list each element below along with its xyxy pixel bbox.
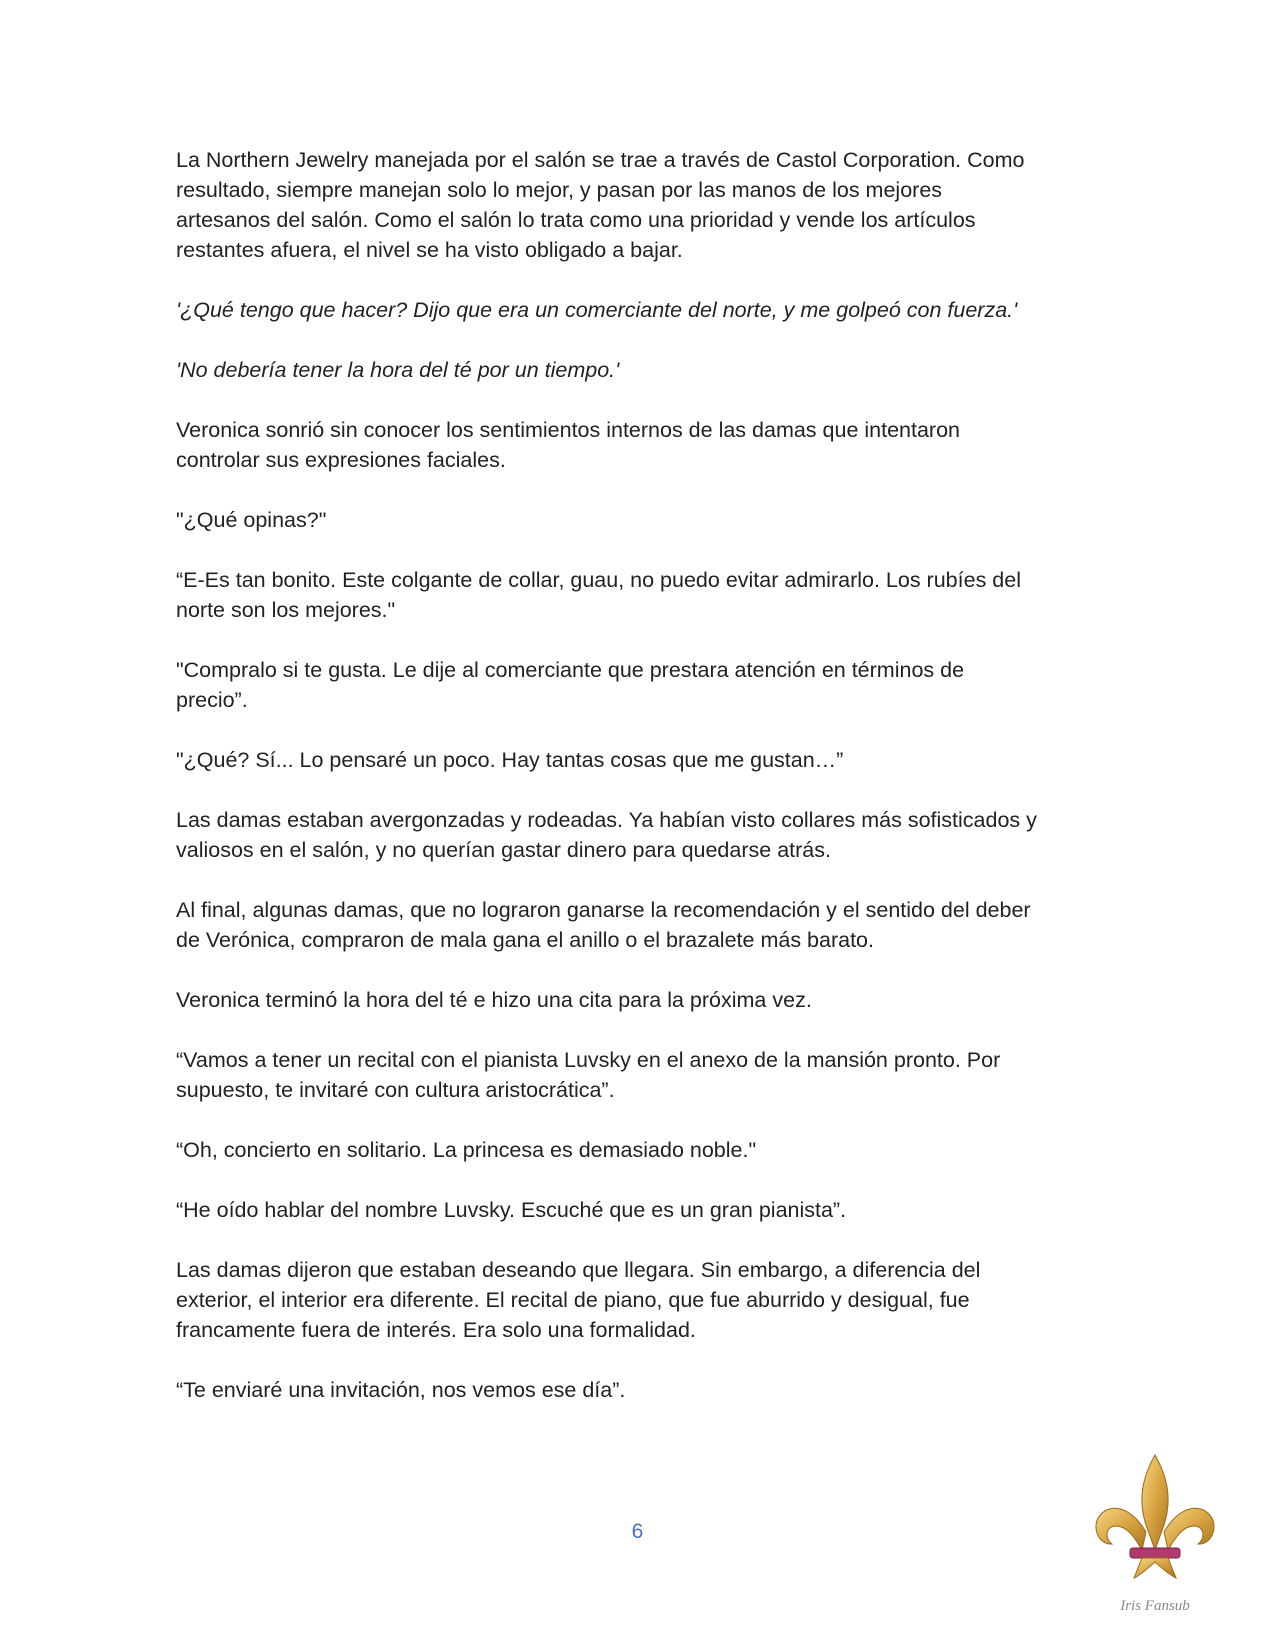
paragraph: “Vamos a tener un recital con el pianista Luvsky en el anexo de la mansión pronto. Por supuesto, te invitaré con cultura aristocrática”. — [176, 1048, 1001, 1102]
paragraph: '¿Qué tengo que hacer? Dijo que era un comerciante del norte, y me golpeó con fuerza.' — [176, 298, 1018, 322]
paragraph: “He oído hablar del nombre Luvsky. Escuché que es un gran pianista”. — [176, 1198, 847, 1222]
paragraph: “Oh, concierto en solitario. La princesa es demasiado noble." — [176, 1138, 757, 1162]
paragraph: "¿Qué opinas?" — [176, 508, 327, 532]
paragraph: "¿Qué? Sí... Lo pensaré un poco. Hay tantas cosas que me gustan…” — [176, 748, 844, 772]
paragraph: Las damas dijeron que estaban deseando que llegara. Sin embargo, a diferencia del exterior, el interior era diferente. El recital de piano, que fue aburrido y desigual, fue francamente fuera de interés. Era solo una formalidad. — [176, 1258, 981, 1342]
logo-caption: Iris Fansub — [1120, 1598, 1190, 1614]
paragraph: Veronica sonrió sin conocer los sentimientos internos de las damas que intentaron controlar sus expresiones faciales. — [176, 418, 961, 472]
page-number: 6 — [631, 1520, 644, 1543]
paragraph: "Compralo si te gusta. Le dije al comerciante que prestara atención en términos de precio”. — [176, 658, 965, 712]
paragraph: “Te enviaré una invitación, nos vemos ese día”. — [176, 1378, 626, 1402]
fleur-de-lis-icon — [1090, 1450, 1220, 1620]
paragraph: La Northern Jewelry manejada por el salón se trae a través de Castol Corporation. Como resultado, siempre manejan solo lo mejor, y pasan por las manos de los mejores artesanos del salón. Como el salón lo trata como una prioridad y vende los artículos restantes afuera, el nivel se ha visto obligado a bajar. — [176, 148, 1025, 262]
paragraph: “E-Es tan bonito. Este colgante de collar, guau, no puedo evitar admirarlo. Los rubíes del norte son los mejores." — [176, 568, 1021, 622]
paragraph: Veronica terminó la hora del té e hizo una cita para la próxima vez. — [176, 988, 812, 1012]
page-body — [176, 145, 1111, 1435]
paragraph: Las damas estaban avergonzadas y rodeadas. Ya habían visto collares más sofisticados y valiosos en el salón, y no querían gastar dinero para quedarse atrás. — [176, 808, 1037, 862]
paragraph: 'No debería tener la hora del té por un tiempo.' — [176, 358, 620, 382]
paragraph: Al final, algunas damas, que no lograron ganarse la recomendación y el sentido del deber de Verónica, compraron de mala gana el anillo o el brazalete más barato. — [176, 898, 1031, 952]
